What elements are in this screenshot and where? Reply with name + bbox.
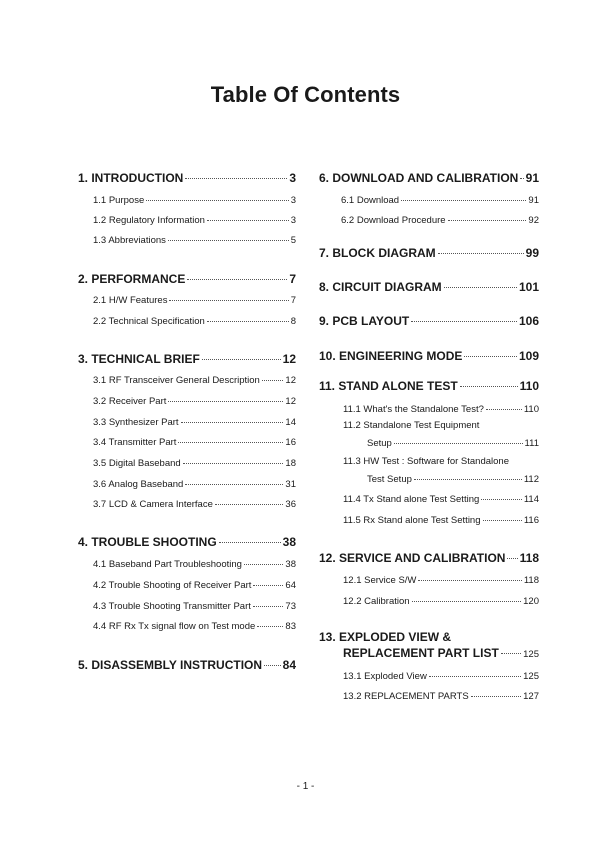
- toc-entry-synthesizer-part[interactable]: [93, 414, 296, 428]
- toc-entry-pcb-layout[interactable]: [319, 312, 539, 328]
- leader-dots: [183, 453, 284, 464]
- leader-dots: [168, 230, 289, 241]
- toc-entry-rf-signal-flow[interactable]: [93, 618, 296, 632]
- toc-entry-service-calibration[interactable]: [319, 549, 539, 565]
- toc-entry-technical-brief[interactable]: [78, 350, 296, 366]
- toc-entry-exploded-view-heading[interactable]: [319, 630, 451, 644]
- leader-dots: [253, 596, 284, 607]
- toc-label: 4.4 RF Rx Tx signal flow on Test mode: [93, 620, 256, 632]
- toc-page-number: 91: [525, 171, 539, 185]
- toc-page-number: 101: [518, 280, 539, 294]
- leader-dots: [501, 641, 521, 654]
- toc-page-number: 91: [528, 194, 539, 206]
- toc-label: 4.2 Trouble Shooting of Receiver Part: [93, 579, 252, 591]
- toc-page-number: 120: [523, 595, 539, 607]
- toc-page-number: 84: [282, 658, 296, 672]
- page-title: Table Of Contents: [210, 82, 401, 107]
- toc-label: 4. TROUBLE SHOOTING: [78, 535, 217, 549]
- leader-dots: [444, 275, 517, 288]
- toc-page-number: 127: [523, 690, 539, 702]
- leader-dots: [438, 241, 524, 254]
- toc-entry-engineering-mode[interactable]: [319, 347, 539, 363]
- toc-label: Test Setup: [367, 473, 412, 485]
- toc-entry-whats-standalone-test[interactable]: [343, 401, 539, 415]
- leader-dots: [185, 474, 283, 485]
- toc-label: 1.1 Purpose: [93, 194, 145, 206]
- leader-dots: [486, 399, 522, 410]
- toc-entry-exploded-view[interactable]: [343, 668, 539, 682]
- toc-page-number: 3: [289, 171, 296, 185]
- toc-entry-test-setup[interactable]: [367, 471, 539, 485]
- toc-entry-performance[interactable]: [78, 270, 296, 286]
- toc-page-number: 110: [523, 403, 539, 415]
- toc-label: 6. DOWNLOAD AND CALIBRATION: [319, 171, 519, 185]
- leader-dots: [507, 546, 517, 559]
- toc-entry-technical-specification[interactable]: [93, 313, 296, 327]
- toc-page-number: 125: [523, 670, 539, 682]
- toc-label: 13. EXPLODED VIEW &: [319, 630, 452, 644]
- toc-label: 3.1 RF Transceiver General Description: [93, 374, 260, 386]
- toc-label: 2.2 Technical Specification: [93, 315, 205, 327]
- toc-label: 3.4 Transmitter Part: [93, 436, 177, 448]
- leader-dots: [168, 391, 283, 402]
- toc-label: 11. STAND ALONE TEST: [319, 379, 458, 393]
- toc-label: 11.4 Tx Stand alone Test Setting: [343, 493, 480, 505]
- toc-label: 3.6 Analog Baseband: [93, 478, 184, 490]
- leader-dots: [257, 616, 283, 627]
- toc-page-number: 73: [285, 600, 296, 612]
- toc-label: 4.1 Baseband Part Troubleshooting: [93, 558, 242, 570]
- leader-dots: [215, 494, 284, 505]
- leader-dots: [262, 370, 284, 381]
- toc-label: 3.3 Synthesizer Part: [93, 416, 179, 428]
- toc-page-number: 36: [285, 498, 296, 510]
- leader-dots: [483, 510, 522, 521]
- toc-page-number: 31: [285, 478, 296, 490]
- toc-label: 13.2 REPLACEMENT PARTS: [343, 690, 469, 702]
- toc-label: 13.1 Exploded View: [343, 670, 427, 682]
- toc-label: 12.1 Service S/W: [343, 574, 417, 586]
- leader-dots: [412, 591, 522, 602]
- toc-entry-replacement-parts[interactable]: [343, 688, 539, 702]
- leader-dots: [207, 311, 289, 322]
- toc-label: 6.1 Download: [341, 194, 400, 206]
- page-number-footer: - 1 -: [296, 781, 315, 792]
- toc-page-number: 64: [285, 579, 296, 591]
- leader-dots: [146, 190, 288, 201]
- leader-dots: [448, 210, 527, 221]
- toc-label: 8. CIRCUIT DIAGRAM: [319, 280, 442, 294]
- toc-page-number: 3: [290, 194, 296, 206]
- toc-entry-abbreviations[interactable]: [93, 232, 296, 246]
- toc-entry-transmitter-troubleshooting[interactable]: [93, 598, 296, 612]
- toc-label: 1.3 Abbreviations: [93, 234, 166, 246]
- toc-entry-analog-baseband[interactable]: [93, 476, 296, 490]
- toc-entry-service-sw[interactable]: [343, 572, 539, 586]
- toc-page-number: 106: [518, 314, 539, 328]
- toc-label: 3.2 Receiver Part: [93, 395, 167, 407]
- toc-label: 1.2 Regulatory Information: [93, 214, 205, 226]
- toc-entry-download-procedure[interactable]: [341, 212, 539, 226]
- toc-entry-purpose[interactable]: [93, 192, 296, 206]
- leader-dots: [244, 554, 283, 565]
- toc-entry-download[interactable]: [341, 192, 539, 206]
- toc-entry-block-diagram[interactable]: [319, 244, 539, 260]
- leader-dots: [253, 575, 283, 586]
- toc-label: 9. PCB LAYOUT: [319, 314, 410, 328]
- toc-label: REPLACEMENT PART LIST: [343, 646, 499, 660]
- toc-page-number: 125: [523, 649, 539, 660]
- leader-dots: [219, 530, 281, 543]
- toc-label: 6.2 Download Procedure: [341, 214, 446, 226]
- toc-label: 3.7 LCD & Camera Interface: [93, 498, 213, 510]
- toc-page-number: 16: [285, 436, 296, 448]
- toc-entry-standalone-test-equipment[interactable]: 11.2 Standalone Test Equipment: [343, 420, 480, 431]
- toc-page-number: 12: [285, 395, 296, 407]
- leader-dots: [520, 166, 523, 179]
- toc-label: 5. DISASSEMBLY INSTRUCTION: [78, 658, 263, 672]
- toc-label: 12. SERVICE AND CALIBRATION: [319, 551, 506, 565]
- toc-entry-hw-features[interactable]: [93, 292, 296, 306]
- leader-dots: [187, 267, 287, 280]
- toc-page-number: 7: [289, 272, 296, 286]
- toc-entry-circuit-diagram[interactable]: [319, 278, 539, 294]
- toc-label: 10. ENGINEERING MODE: [319, 349, 463, 363]
- leader-dots: [429, 666, 521, 677]
- toc-entry-transmitter-part[interactable]: [93, 434, 296, 448]
- toc-page-number: 114: [523, 493, 539, 505]
- leader-dots: [411, 309, 517, 322]
- toc-entry-rx-standalone-setting[interactable]: [343, 512, 539, 526]
- toc-page-number: 109: [518, 349, 539, 363]
- toc-page-number: 38: [282, 535, 296, 549]
- toc-entry-tx-standalone-setting[interactable]: [343, 491, 539, 505]
- toc-label: 4.3 Trouble Shooting Transmitter Part: [93, 600, 251, 612]
- toc-entry-lcd-camera-interface[interactable]: [93, 496, 296, 510]
- toc-entry-receiver-troubleshooting[interactable]: [93, 577, 296, 591]
- toc-label: 3. TECHNICAL BRIEF: [78, 352, 200, 366]
- toc-entry-standalone-setup[interactable]: [367, 435, 539, 449]
- toc-label: 2. PERFORMANCE: [78, 272, 186, 286]
- toc-page-number: 3: [290, 214, 296, 226]
- toc-page-number: 99: [525, 246, 539, 260]
- toc-page-number: 110: [519, 379, 539, 393]
- toc-page-number: 112: [523, 473, 539, 485]
- toc-page-number: 83: [285, 620, 296, 632]
- toc-entry-disassembly-instruction[interactable]: [78, 656, 296, 672]
- leader-dots: [414, 469, 522, 480]
- leader-dots: [394, 433, 523, 444]
- toc-entry-hw-test-software[interactable]: 11.3 HW Test : Software for Standalone: [343, 456, 509, 467]
- toc-entry-digital-baseband[interactable]: [93, 455, 296, 469]
- toc-entry-stand-alone-test[interactable]: [319, 377, 539, 393]
- toc-entry-replacement-part-list[interactable]: [343, 644, 539, 660]
- toc-entry-trouble-shooting[interactable]: [78, 533, 296, 549]
- toc-entry-introduction[interactable]: [78, 169, 296, 185]
- toc-page-number: 118: [519, 551, 539, 565]
- toc-page-number: 14: [285, 416, 296, 428]
- toc-label: 2.1 H/W Features: [93, 294, 168, 306]
- leader-dots: [418, 570, 521, 581]
- leader-dots: [464, 344, 517, 357]
- toc-page-number: 92: [528, 214, 539, 226]
- leader-dots: [471, 686, 521, 697]
- leader-dots: [207, 210, 289, 221]
- leader-dots: [185, 166, 287, 179]
- toc-entry-baseband-troubleshooting[interactable]: [93, 556, 296, 570]
- toc-label: 1. INTRODUCTION: [78, 171, 184, 185]
- toc-page-number: 116: [523, 514, 539, 526]
- toc-label: Setup: [367, 437, 392, 449]
- toc-page-number: 118: [523, 574, 539, 586]
- leader-dots: [264, 653, 281, 666]
- toc-label: 12.2 Calibration: [343, 595, 410, 607]
- toc-page-number: 38: [285, 558, 296, 570]
- toc-entry-rf-transceiver[interactable]: [93, 372, 296, 386]
- leader-dots: [202, 347, 281, 360]
- toc-page-number: 111: [524, 437, 539, 449]
- toc-entry-calibration[interactable]: [343, 593, 539, 607]
- leader-dots: [178, 432, 283, 443]
- toc-page-number: 5: [290, 234, 296, 246]
- leader-dots: [401, 190, 526, 201]
- toc-label: 11.1 What's the Standalone Test?: [343, 403, 484, 415]
- toc-page-number: 12: [282, 352, 296, 366]
- toc-page-number: 12: [285, 374, 296, 386]
- toc-entry-download-calibration[interactable]: [319, 169, 539, 185]
- toc-page-number: 18: [285, 457, 296, 469]
- toc-entry-regulatory-information[interactable]: [93, 212, 296, 226]
- toc-label: 11.5 Rx Stand alone Test Setting: [343, 514, 481, 526]
- toc-label: 3.5 Digital Baseband: [93, 457, 181, 469]
- toc-page-number: 8: [290, 315, 296, 327]
- toc-entry-receiver-part[interactable]: [93, 393, 296, 407]
- toc-label: 7. BLOCK DIAGRAM: [319, 246, 436, 260]
- leader-dots: [169, 290, 288, 301]
- toc-page-number: 7: [290, 294, 296, 306]
- leader-dots: [181, 412, 284, 423]
- leader-dots: [460, 374, 518, 387]
- leader-dots: [481, 489, 522, 500]
